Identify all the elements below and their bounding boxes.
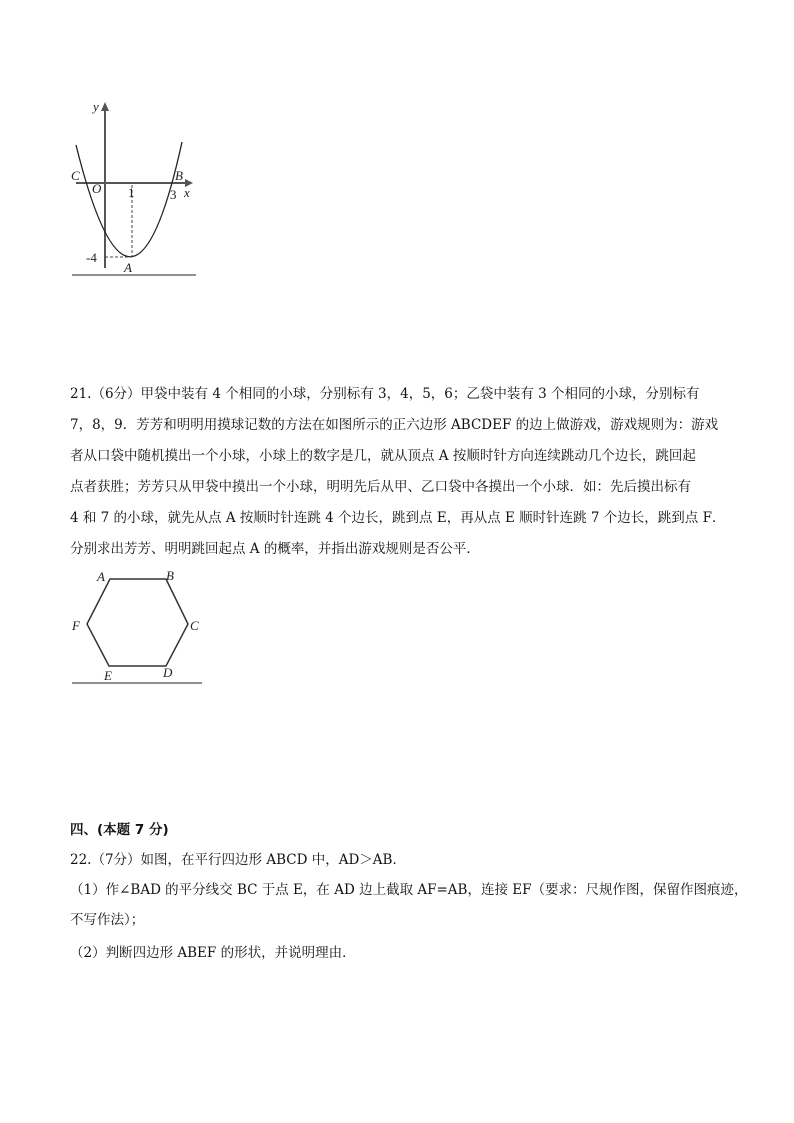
section-heading: 四、(本题 7 分): [70, 822, 169, 838]
label-C: C: [71, 168, 80, 183]
q21-line: 21.（6分）甲袋中装有 4 个相同的小球，分别标有 3，4，5，6；乙袋中装有 3 个相同的小球，分别标有: [70, 386, 700, 402]
label-B: B: [166, 568, 174, 583]
label-y: y: [93, 99, 99, 114]
label-E: E: [104, 668, 112, 683]
q21-line: 7，8，9．芳芳和明明用摸球记数的方法在如图所示的正六边形 ABCDEF 的边上做游戏，游戏规则为：游戏: [70, 417, 719, 433]
label-x: x: [184, 185, 190, 200]
q22-line: （2）判断四边形 ABEF 的形状，并说明理由．: [70, 945, 356, 961]
label-O: O: [92, 181, 102, 196]
q22-line: （1）作∠BAD 的平分线交 BC 于点 E，在 AD 边上截取 AF=AB，连接 EF（要求：尺规作图，保留作图痕迹，: [70, 882, 748, 898]
parabola-figure: [71, 99, 196, 275]
label-A: A: [124, 260, 132, 275]
label-neg4: -4: [86, 250, 97, 265]
y-axis-arrow: [101, 102, 109, 111]
q21-line: 点者获胜；芳芳只从甲袋中摸出一个小球，明明先后从甲、乙口袋中各摸出一个小球．如：先后摸出标有: [70, 479, 691, 495]
q21-line: 4 和 7 的小球，就先从点 A 按顺时针连跳 4 个边长，跳到点 E，再从点 E 顺时针连跳 7 个边长，跳到点 F．: [70, 510, 726, 526]
q21-line: 分别求出芳芳、明明跳回起点 A 的概率，并指出游戏规则是否公平．: [70, 541, 480, 557]
label-C: C: [190, 618, 199, 633]
hexagon-figure: [71, 568, 202, 683]
q22-line: 不写作法）；: [70, 912, 145, 928]
label-B: B: [175, 168, 183, 183]
label-1: 1: [128, 185, 135, 200]
label-F: F: [72, 618, 80, 633]
q21-line: 者从口袋中随机摸出一个小球，小球上的数字是几，就从顶点 A 按顺时针方向连续跳动几个边长，跳回起: [70, 448, 696, 464]
hexagon: [87, 579, 188, 666]
label-D: D: [163, 665, 173, 680]
label-A: A: [97, 569, 105, 584]
q22-line: 22.（7分）如图，在平行四边形 ABCD 中，AD＞AB．: [70, 852, 406, 868]
label-3: 3: [170, 187, 177, 202]
